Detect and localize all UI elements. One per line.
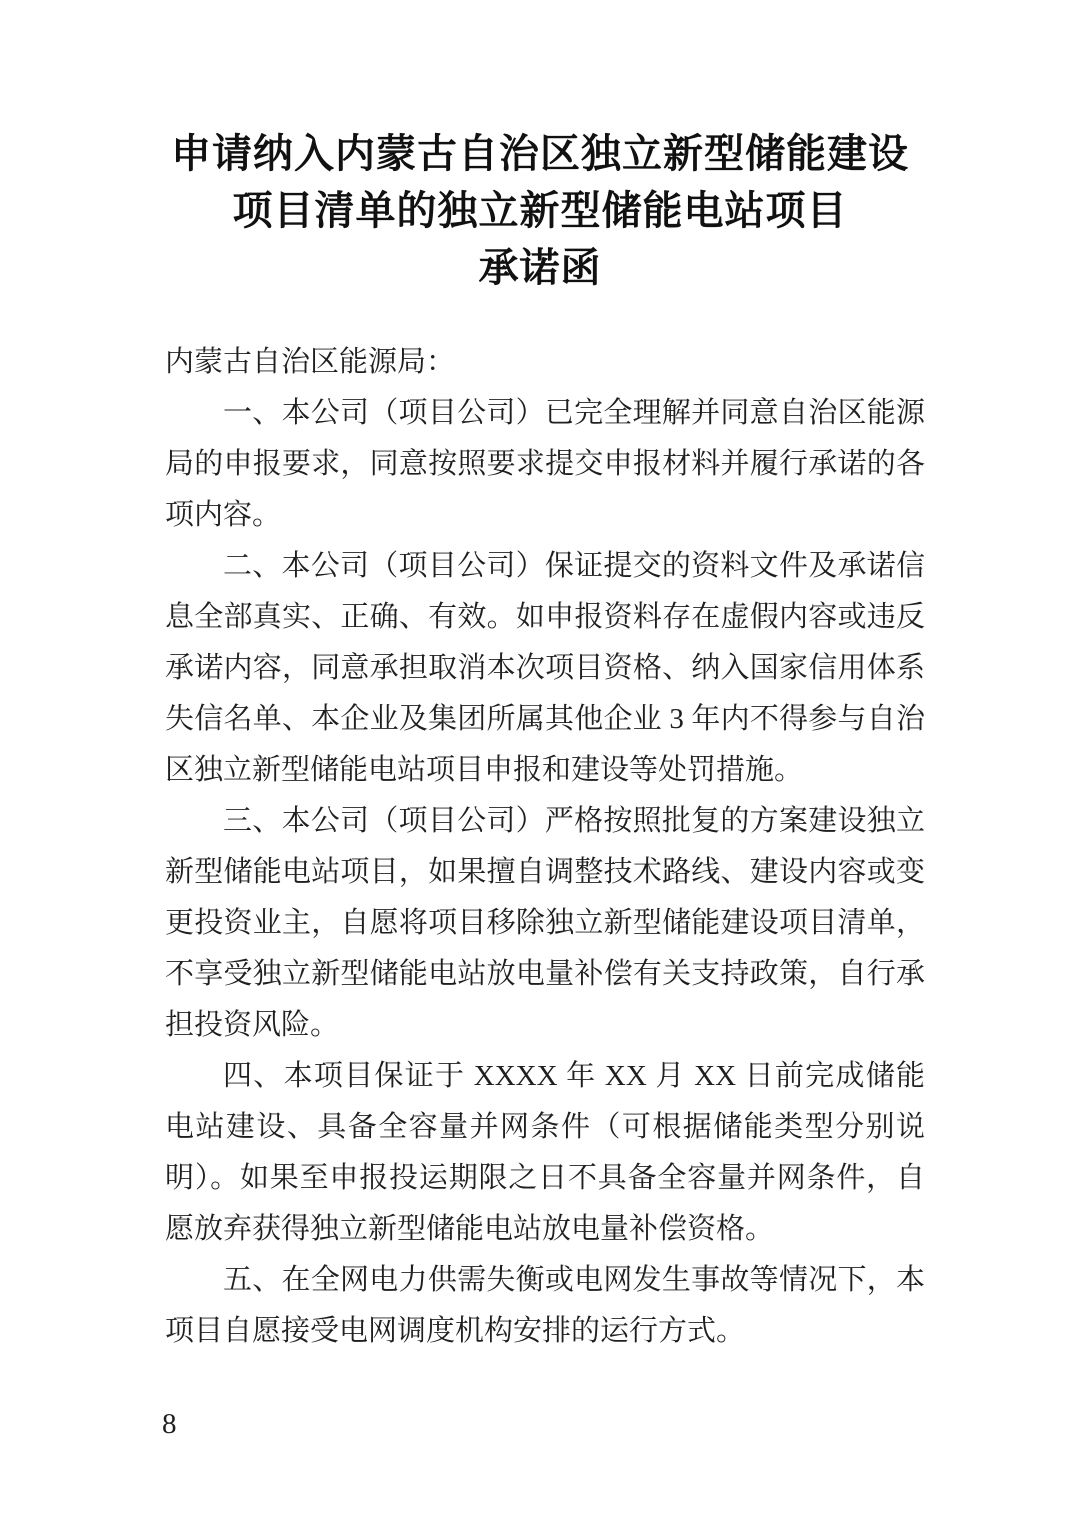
paragraph-5: 五、在全网电力供需失衡或电网发生事故等情况下，本项目自愿接受电网调度机构安排的运行方式。: [165, 1264, 925, 1347]
document-body: [165, 337, 925, 1357]
page-number: 8: [162, 1408, 177, 1440]
paragraph-4: 四、本项目保证于 XXXX 年 XX 月 XX 日前完成储能电站建设、具备全容量并网条件（可根据储能类型分别说明）。如果至申报投运期限之日不具备全容量并网条件，自愿放弃获得独立新型储能电站放电量补偿资格。: [165, 1060, 925, 1245]
title-line-3: 承诺函: [478, 246, 602, 290]
title-line-1: 申请纳入内蒙古自治区独立新型储能建设: [171, 132, 909, 176]
title-line-2: 项目清单的独立新型储能电站项目: [232, 189, 848, 233]
salutation: 内蒙古自治区能源局：: [165, 346, 456, 378]
document-title: [0, 126, 1080, 297]
paragraph-3: 三、本公司（项目公司）严格按照批复的方案建设独立新型储能电站项目，如果擅自调整技术路线、建设内容或变更投资业主，自愿将项目移除独立新型储能建设项目清单，不享受独立新型储能电站放电量补偿有关支持政策，自行承担投资风险。: [165, 805, 925, 1041]
paragraph-2: 二、本公司（项目公司）保证提交的资料文件及承诺信息全部真实、正确、有效。如申报资料存在虚假内容或违反承诺内容，同意承担取消本次项目资格、纳入国家信用体系失信名单、本企业及集团所属其他企业 3 年内不得参与自治区独立新型储能电站项目申报和建设等处罚措施。: [165, 550, 925, 786]
paragraph-1: 一、本公司（项目公司）已完全理解并同意自治区能源局的申报要求，同意按照要求提交申报材料并履行承诺的各项内容。: [165, 397, 925, 531]
